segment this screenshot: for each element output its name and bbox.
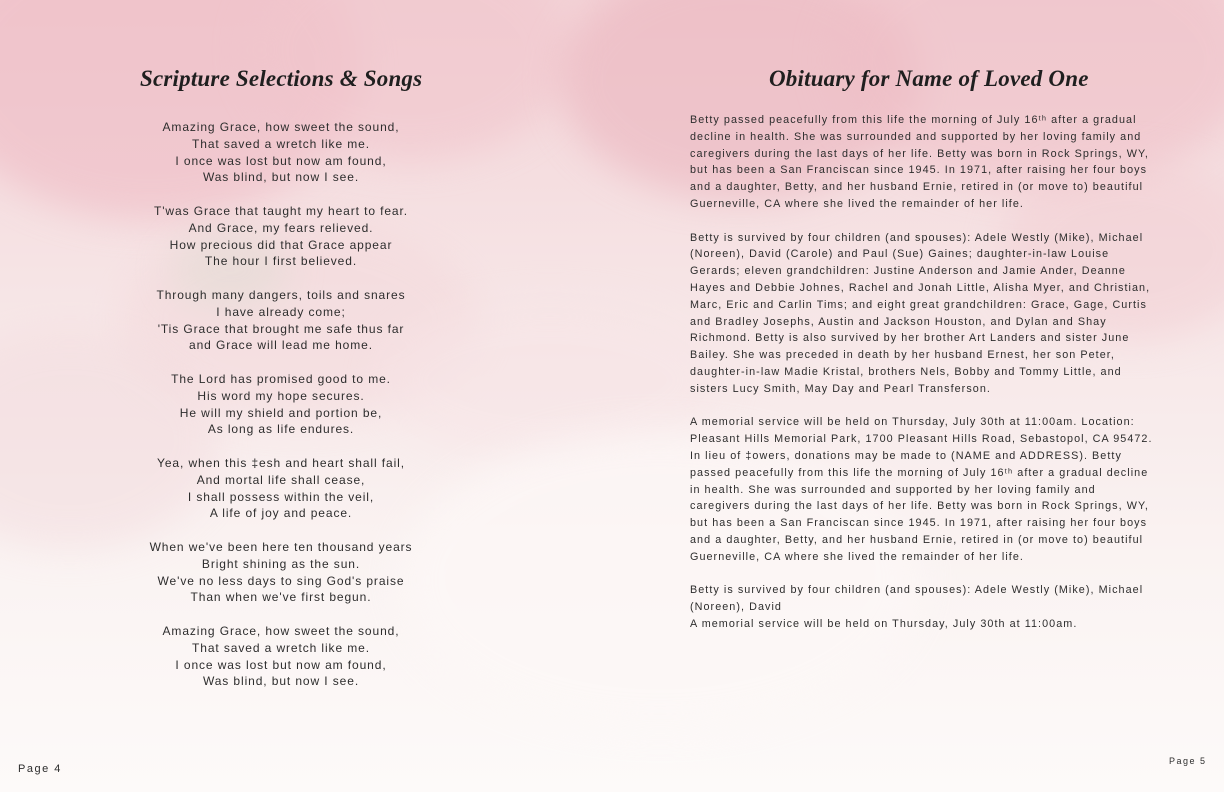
stanza — [110, 119, 452, 186]
lyric-line: How precious did that Grace appear — [169, 237, 393, 252]
lyric-line: And mortal life shall cease, — [196, 472, 366, 487]
lyric-line: His word my hope secures. — [197, 388, 365, 403]
obituary-paragraph: A memorial service will be held on Thursday, July 30th at 11:00am. Location: Pleasant Hills Memorial Park, 1700 Pleasant Hills Road, Sebastopol, CA 95472. In lieu of ‡owers, donations may be made to (NAME and ADDRESS). Betty passed peacefully from this life the morning of July 16ᵗʰ after a gradual decline in health. She was surrounded and supported by her loving family and caregivers during the last days of her life. Betty was born in Rock Springs, WY, but has been a San Franciscan since 1945. In 1971, after raising her four boys and a daughter, Betty, and her husband Ernie, retired in (or move to) beautiful Guerneville, CA where she lived the remainder of her life. — [690, 416, 1153, 563]
page-number-left: Page 4 — [18, 763, 62, 775]
lyric-line: The hour I first believed. — [204, 254, 358, 269]
lyric-line: That saved a wretch like me. — [192, 640, 370, 655]
stanza — [110, 455, 452, 522]
obituary-text — [690, 112, 1160, 633]
lyric-line: I once was lost but now am found, — [175, 153, 387, 168]
page-right — [612, 0, 1224, 792]
lyric-line: Was blind, but now I see. — [202, 170, 360, 185]
obituary-paragraph: Betty is survived by four children (and spouses): Adele Westly (Mike), Michael (Noreen), David — [690, 584, 1144, 614]
lyric-line: T'was Grace that taught my heart to fear. — [154, 203, 408, 218]
obituary-paragraph: Betty is survived by four children (and spouses): Adele Westly (Mike), Michael (Noreen), David (Carole) and Paul (Sue) Gaines; daughter-in-law Louise Gerards; eleven grandchildren: Justine Anderson and Jamie Ander, Deanne Hayes and Debbie Johnes, Rachel and Jonah Little, Alisha Myer, and Christian, Marc, Eric and Carlin Tims; and eight great grandchildren: Grace, Gage, Curtis and Bradley Josephs, Austin and Jackson Houston, and Dylan and Shay Richmond. Betty is also survived by her brother Art Landers and sister June Bailey. She was preceded in death by her husband Ernest, her son Peter, daughter-in-law Madie Kristal, brothers Nels, Bobby and Tommy Little, and sisters Lucy Smith, May Day and Pearl Transferson. — [690, 231, 1151, 395]
obituary-paragraph: Betty passed peacefully from this life the morning of July 16ᵗʰ after a gradual decline in health. She was surrounded and supported by her loving family and caregivers during the last days of her life. Betty was born in Rock Springs, WY, but has been a San Franciscan since 1945. In 1971, after raising her four boys and a daughter, Betty, and her husband Ernie, retired in (or move to) beautiful Guerneville, CA where she lived the remainder of her life. — [690, 114, 1149, 210]
stanza — [110, 371, 452, 438]
obituary-paragraph: A memorial service will be held on Thursday, July 30th at 11:00am. — [690, 617, 1078, 630]
page-number-right: Page 5 — [1169, 756, 1207, 766]
scripture-title: Scripture Selections & Songs — [140, 66, 423, 91]
lyric-line: A life of joy and peace. — [209, 506, 353, 521]
stanza — [110, 287, 452, 354]
lyric-line: Amazing Grace, how sweet the sound, — [162, 623, 400, 638]
lyric-line: and Grace will lead me home. — [189, 338, 373, 353]
lyric-line: I have already come; — [216, 304, 346, 319]
lyric-line: As long as life endures. — [207, 422, 355, 437]
obituary-title: Obituary for Name of Loved One — [769, 66, 1089, 91]
lyric-line: That saved a wretch like me. — [192, 136, 370, 151]
lyric-line: Amazing Grace, how sweet the sound, — [162, 120, 400, 134]
lyric-line: Bright shining as the sun. — [201, 556, 361, 571]
lyric-line: The Lord has promised good to me. — [171, 371, 391, 386]
hymn-lyrics — [110, 119, 452, 707]
lyric-line: I once was lost but now am found, — [175, 657, 387, 672]
lyric-line: Was blind, but now I see. — [202, 674, 360, 689]
lyric-line: And Grace, my fears relieved. — [188, 220, 374, 235]
stanza — [110, 623, 452, 690]
lyric-line: Yea, when this ‡esh and heart shall fail, — [157, 455, 405, 470]
lyric-line: Through many dangers, toils and snares — [156, 287, 406, 302]
lyric-line: He will my shield and portion be, — [179, 405, 383, 420]
stanza — [110, 203, 452, 270]
lyric-line: I shall possess within the veil, — [187, 489, 375, 504]
stanza — [110, 539, 452, 606]
lyric-line: When we've been here ten thousand years — [149, 539, 413, 554]
lyric-line: Than when we've first begun. — [190, 590, 372, 605]
lyric-line: 'Tis Grace that brought me safe thus far — [157, 321, 405, 336]
lyric-line: We've no less days to sing God's praise — [157, 573, 405, 588]
